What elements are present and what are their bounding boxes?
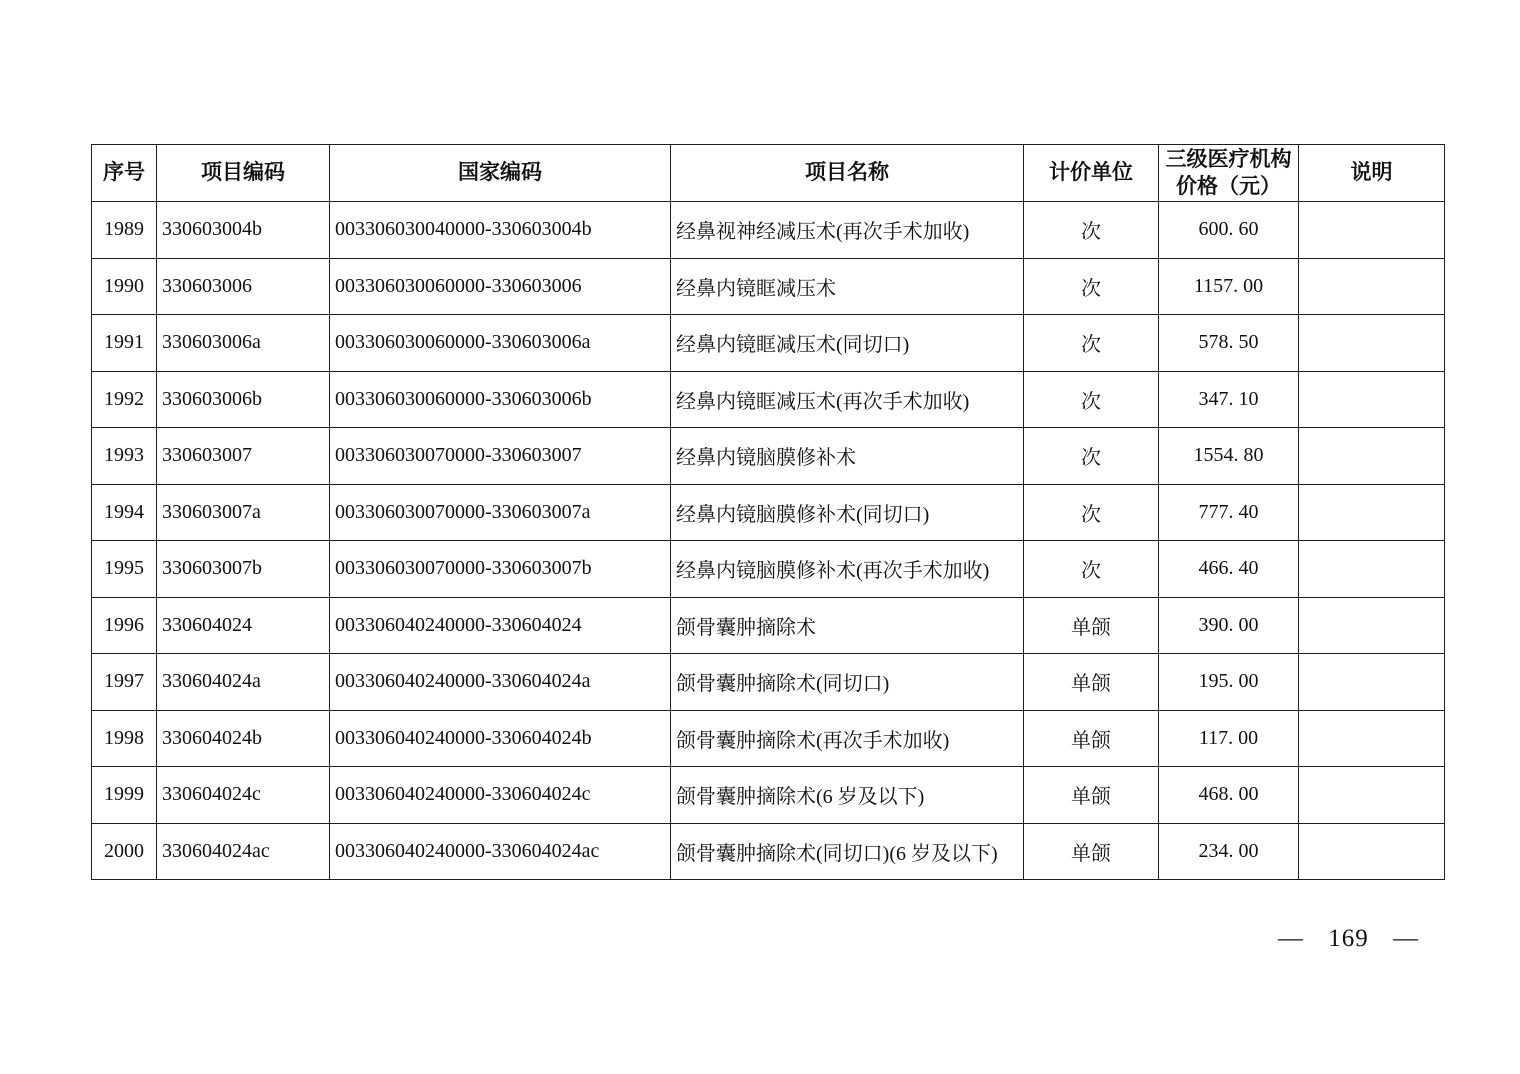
- cell-seq: 1993: [92, 428, 157, 485]
- cell-item-name: 经鼻内镜眶减压术(再次手术加收): [671, 371, 1024, 428]
- cell-price: 117. 00: [1159, 710, 1299, 767]
- cell-item-code: 330603007b: [157, 541, 330, 598]
- cell-price: 347. 10: [1159, 371, 1299, 428]
- col-header-item-code: 项目编码: [157, 145, 330, 202]
- cell-national-code: 003306040240000-330604024: [330, 597, 671, 654]
- cell-item-name: 经鼻内镜眶减压术(同切口): [671, 315, 1024, 372]
- cell-price: 234. 00: [1159, 823, 1299, 880]
- cell-national-code: 003306040240000-330604024b: [330, 710, 671, 767]
- cell-unit: 单颌: [1024, 654, 1159, 711]
- cell-national-code: 003306040240000-330604024c: [330, 767, 671, 824]
- cell-price: 777. 40: [1159, 484, 1299, 541]
- col-header-national-code: 国家编码: [330, 145, 671, 202]
- cell-national-code: 003306040240000-330604024a: [330, 654, 671, 711]
- cell-national-code: 003306030060000-330603006: [330, 258, 671, 315]
- medical-price-table: [91, 144, 1445, 880]
- cell-item-name: 经鼻内镜脑膜修补术(再次手术加收): [671, 541, 1024, 598]
- cell-seq: 1998: [92, 710, 157, 767]
- col-header-note: 说明: [1299, 145, 1445, 202]
- cell-note: [1299, 710, 1445, 767]
- col-header-item-name: 项目名称: [671, 145, 1024, 202]
- cell-price: 578. 50: [1159, 315, 1299, 372]
- cell-item-code: 330603004b: [157, 202, 330, 259]
- col-header-unit: 计价单位: [1024, 145, 1159, 202]
- table-row: [92, 258, 1445, 315]
- cell-item-name: 颌骨囊肿摘除术(同切口): [671, 654, 1024, 711]
- cell-item-code: 330604024c: [157, 767, 330, 824]
- cell-note: [1299, 202, 1445, 259]
- cell-item-code: 330603007: [157, 428, 330, 485]
- cell-note: [1299, 484, 1445, 541]
- cell-price: 390. 00: [1159, 597, 1299, 654]
- table-row: [92, 428, 1445, 485]
- cell-unit: 次: [1024, 371, 1159, 428]
- cell-price: 1157. 00: [1159, 258, 1299, 315]
- col-header-seq: 序号: [92, 145, 157, 202]
- cell-item-name: 颌骨囊肿摘除术(同切口)(6 岁及以下): [671, 823, 1024, 880]
- cell-seq: 2000: [92, 823, 157, 880]
- table-row: [92, 371, 1445, 428]
- cell-item-code: 330604024ac: [157, 823, 330, 880]
- table-row: [92, 710, 1445, 767]
- cell-note: [1299, 823, 1445, 880]
- table-body: [92, 202, 1445, 880]
- cell-seq: 1995: [92, 541, 157, 598]
- table-row: [92, 823, 1445, 880]
- cell-item-code: 330604024: [157, 597, 330, 654]
- cell-item-name: 经鼻内镜眶减压术: [671, 258, 1024, 315]
- cell-seq: 1994: [92, 484, 157, 541]
- cell-note: [1299, 315, 1445, 372]
- cell-unit: 单颌: [1024, 823, 1159, 880]
- page-number: — 169 —: [1278, 925, 1419, 952]
- table-row: [92, 202, 1445, 259]
- cell-item-name: 颌骨囊肿摘除术(再次手术加收): [671, 710, 1024, 767]
- cell-item-code: 330603006a: [157, 315, 330, 372]
- cell-seq: 1997: [92, 654, 157, 711]
- table-row: [92, 654, 1445, 711]
- cell-seq: 1996: [92, 597, 157, 654]
- table-row: [92, 541, 1445, 598]
- cell-unit: 单颌: [1024, 597, 1159, 654]
- cell-seq: 1999: [92, 767, 157, 824]
- cell-item-name: 颌骨囊肿摘除术: [671, 597, 1024, 654]
- cell-note: [1299, 428, 1445, 485]
- cell-price: 468. 00: [1159, 767, 1299, 824]
- cell-note: [1299, 371, 1445, 428]
- cell-unit: 次: [1024, 428, 1159, 485]
- cell-unit: 次: [1024, 258, 1159, 315]
- cell-item-name: 经鼻内镜脑膜修补术(同切口): [671, 484, 1024, 541]
- cell-national-code: 003306030070000-330603007: [330, 428, 671, 485]
- cell-national-code: 003306030060000-330603006b: [330, 371, 671, 428]
- cell-national-code: 003306030060000-330603006a: [330, 315, 671, 372]
- cell-item-code: 330604024b: [157, 710, 330, 767]
- cell-price: 1554. 80: [1159, 428, 1299, 485]
- cell-unit: 次: [1024, 202, 1159, 259]
- cell-note: [1299, 541, 1445, 598]
- cell-seq: 1990: [92, 258, 157, 315]
- cell-unit: 单颌: [1024, 710, 1159, 767]
- cell-unit: 次: [1024, 541, 1159, 598]
- table-row: [92, 315, 1445, 372]
- cell-seq: 1992: [92, 371, 157, 428]
- cell-unit: 单颌: [1024, 767, 1159, 824]
- cell-note: [1299, 258, 1445, 315]
- cell-item-code: 330603007a: [157, 484, 330, 541]
- table-row: [92, 597, 1445, 654]
- table-row: [92, 767, 1445, 824]
- cell-item-code: 330603006b: [157, 371, 330, 428]
- cell-national-code: 003306030040000-330603004b: [330, 202, 671, 259]
- cell-item-name: 经鼻视神经减压术(再次手术加收): [671, 202, 1024, 259]
- table-header-row: [92, 145, 1445, 202]
- cell-note: [1299, 654, 1445, 711]
- table-row: [92, 484, 1445, 541]
- cell-national-code: 003306030070000-330603007a: [330, 484, 671, 541]
- cell-note: [1299, 597, 1445, 654]
- cell-note: [1299, 767, 1445, 824]
- cell-unit: 次: [1024, 315, 1159, 372]
- cell-item-code: 330603006: [157, 258, 330, 315]
- cell-item-name: 经鼻内镜脑膜修补术: [671, 428, 1024, 485]
- cell-price: 600. 60: [1159, 202, 1299, 259]
- cell-national-code: 003306040240000-330604024ac: [330, 823, 671, 880]
- col-header-price: 三级医疗机构价格（元）: [1159, 145, 1299, 202]
- cell-seq: 1991: [92, 315, 157, 372]
- cell-price: 466. 40: [1159, 541, 1299, 598]
- cell-national-code: 003306030070000-330603007b: [330, 541, 671, 598]
- cell-price: 195. 00: [1159, 654, 1299, 711]
- cell-item-code: 330604024a: [157, 654, 330, 711]
- cell-unit: 次: [1024, 484, 1159, 541]
- cell-item-name: 颌骨囊肿摘除术(6 岁及以下): [671, 767, 1024, 824]
- cell-seq: 1989: [92, 202, 157, 259]
